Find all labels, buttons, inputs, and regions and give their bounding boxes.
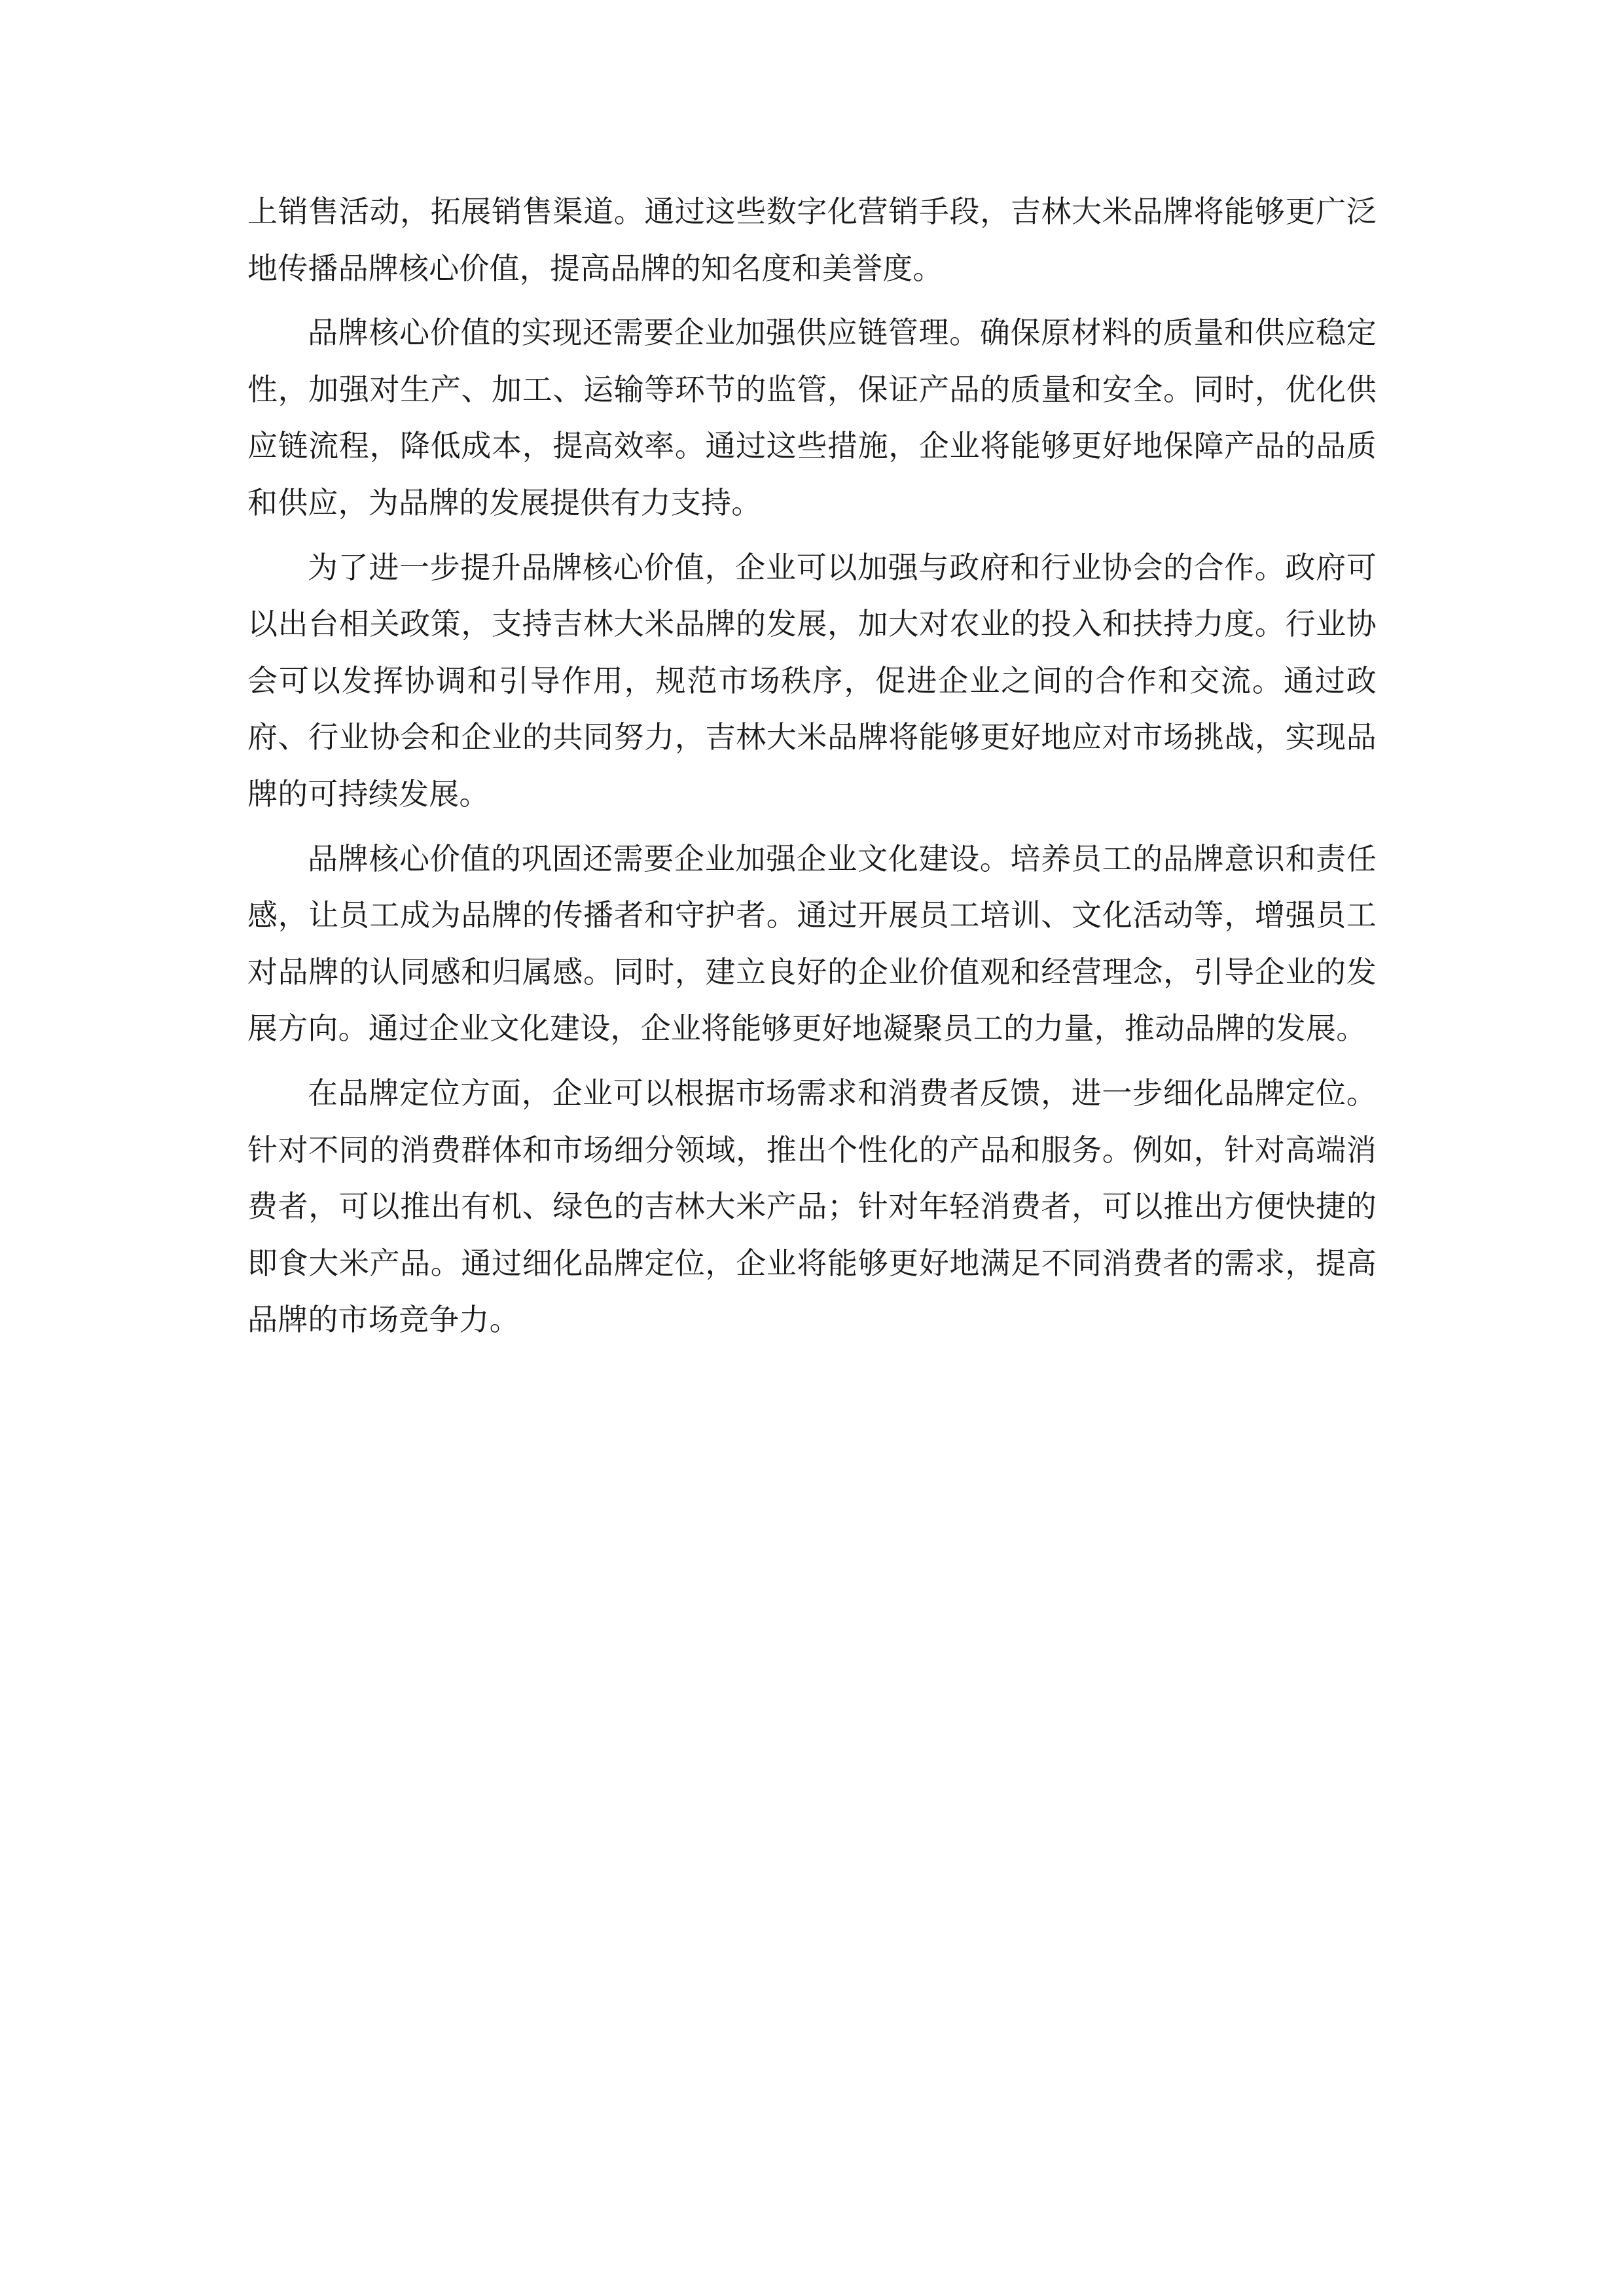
paragraph-brand-positioning: 在品牌定位方面，企业可以根据市场需求和消费者反馈，进一步细化品牌定位。针对不同的消费群体和市场细分领域，推出个性化的产品和服务。例如，针对高端消费者，可以推出有机、绿色的吉林大米产品；针对年轻消费者，可以推出方便快捷的即食大米产品。通过细化品牌定位，企业将能够更好地满足不同消费者的需求，提高品牌的市场竞争力。	[247, 1075, 1377, 1338]
paragraph-government-cooperation: 为了进一步提升品牌核心价值，企业可以加强与政府和行业协会的合作。政府可以出台相关政策，支持吉林大米品牌的发展，加大对农业的投入和扶持力度。行业协会可以发挥协调和引导作用，规范市场秩序，促进企业之间的合作和交流。通过政府、行业协会和企业的共同努力，吉林大米品牌将能够更好地应对市场挑战，实现品牌的可持续发展。	[247, 549, 1377, 812]
paragraph-supply-chain: 品牌核心价值的实现还需要企业加强供应链管理。确保原材料的质量和供应稳定性，加强对生产、加工、运输等环节的监管，保证产品的质量和安全。同时，优化供应链流程，降低成本，提高效率。通过这些措施，企业将能够更好地保障产品的品质和供应，为品牌的发展提供有力支持。	[247, 315, 1377, 520]
paragraph-corporate-culture: 品牌核心价值的巩固还需要企业加强企业文化建设。培养员工的品牌意识和责任感，让员工成为品牌的传播者和守护者。通过开展员工培训、文化活动等，增强员工对品牌的认同感和归属感。同时，建立良好的企业价值观和经营理念，引导企业的发展方向。通过企业文化建设，企业将能够更好地凝聚员工的力量，推动品牌的发展。	[247, 840, 1377, 1047]
body-text	[247, 183, 1377, 1356]
paragraph-digital-marketing: 上销售活动，拓展销售渠道。通过这些数字化营销手段，吉林大米品牌将能够更广泛地传播品牌核心价值，提高品牌的知名度和美誉度。	[247, 194, 1377, 286]
